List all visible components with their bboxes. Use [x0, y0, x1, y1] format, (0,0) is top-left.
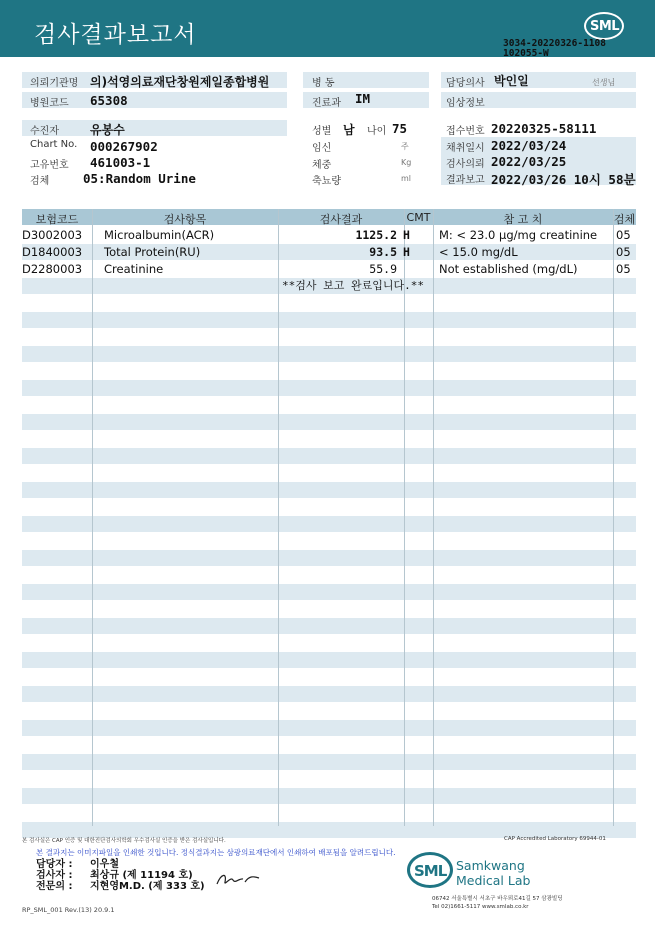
row-1-code: D3002003	[22, 228, 83, 242]
pregnancy-label: 임신	[312, 143, 332, 154]
row-1-result: 1125.2	[355, 228, 397, 242]
institution-value: 의)석영의료재단창원제일종합병원	[90, 75, 270, 89]
column-divider	[92, 209, 93, 826]
row-2-code: D1840003	[22, 245, 83, 259]
table-row-stripe	[22, 448, 636, 464]
sex-label: 성별	[312, 126, 332, 137]
chart-value: 000267902	[90, 139, 158, 154]
samkwang-logo-icon	[407, 852, 453, 888]
header-insurance-code: 보험코드	[35, 213, 79, 226]
row-1-item: Microalbumin(ACR)	[104, 228, 215, 242]
row-2-result: 93.5	[369, 245, 397, 259]
column-divider	[278, 209, 279, 826]
request-value: 2022/03/25	[491, 154, 567, 169]
table-row-stripe	[22, 346, 636, 362]
pregnancy-unit: 주	[401, 142, 409, 151]
reporter-value: 이우철	[90, 859, 119, 870]
urine-label: 축뇨량	[312, 176, 341, 187]
table-row-stripe	[22, 380, 636, 396]
lab-phone: Tel 02)1661-5117 www.smlab.co.kr	[432, 904, 529, 910]
report-value: 2022/03/26 10시 58분	[491, 172, 636, 187]
specialist-value: 지현영M.D. (제 333 호)	[90, 881, 205, 892]
reporter-label: 담당자 :	[36, 859, 73, 870]
certification-note: 본 검사실은 CAP 인증 및 대한진단검사의학회 우수검사실 인증을 받은 검사실입니다.	[22, 838, 226, 844]
logo-name-line-2: Medical Lab	[456, 873, 531, 888]
row-2-item: Total Protein(RU)	[104, 245, 201, 259]
table-row-stripe	[22, 584, 636, 600]
table-row-stripe	[22, 414, 636, 430]
examiner-value: 최상규 (제 11194 호)	[90, 870, 193, 881]
collect-label: 채취일시	[446, 143, 485, 154]
age-value: 75	[392, 121, 408, 136]
cap-accreditation: CAP Accredited Laboratory 69944-01	[504, 836, 606, 842]
row-2-flag: H	[403, 245, 410, 259]
dept-value: IM	[355, 91, 371, 106]
header-cmt: CMT	[406, 211, 431, 224]
row-3-result: 55.9	[369, 262, 397, 276]
table-row-stripe	[22, 686, 636, 702]
completion-note: **검사 보고 완료입니다.**	[282, 279, 424, 292]
weight-unit: Kg	[401, 158, 412, 167]
row-1-specimen: 05	[616, 228, 631, 242]
clinical-label: 임상정보	[446, 98, 485, 109]
report-label: 결과보고	[446, 175, 485, 186]
lab-address: 06742 서울특별시 서초구 바우뫼로41길 57 삼광빌딩	[432, 896, 563, 902]
dept-label: 진료과	[312, 98, 341, 109]
row-3-reference: Not established (mg/dL)	[439, 262, 578, 276]
receipt-label: 접수번호	[446, 126, 485, 137]
unique-label: 고유번호	[30, 160, 69, 171]
patient-value: 유봉수	[90, 123, 125, 137]
revision-code: RP_SML_001 Rev.(13) 20.9.1	[22, 906, 115, 914]
column-divider	[404, 209, 405, 826]
row-1-reference: M: < 23.0 μg/mg creatinine	[439, 228, 598, 242]
doctor-suffix: 선생님	[592, 78, 616, 87]
row-3-code: D2280003	[22, 262, 83, 276]
page-title: 검사결과보고서	[34, 22, 197, 48]
receipt-value: 20220325-58111	[491, 121, 597, 136]
patient-label: 수진자	[30, 126, 59, 137]
table-row-stripe	[22, 618, 636, 634]
row-3-specimen: 05	[616, 262, 631, 276]
sex-value: 남	[343, 123, 355, 137]
column-divider	[613, 209, 614, 826]
samkwang-logo-text: SML	[414, 862, 447, 880]
row-2-specimen: 05	[616, 245, 631, 259]
chart-label: Chart No.	[30, 139, 78, 150]
examiner-label: 검사자 :	[36, 870, 73, 881]
report-id-line-2: 102055-W	[503, 48, 549, 59]
header-result: 검사결과	[319, 213, 363, 226]
collect-value: 2022/03/24	[491, 138, 567, 153]
sml-logo-icon	[584, 12, 624, 40]
table-row-stripe	[22, 550, 636, 566]
institution-label: 의뢰기관명	[30, 78, 79, 89]
specimen-label: 검체	[30, 176, 50, 187]
hospital-code-value: 65308	[90, 93, 128, 108]
signature-icon	[215, 870, 261, 888]
table-row-stripe	[22, 482, 636, 498]
ward-label: 병 동	[312, 78, 335, 89]
specialist-label: 전문의 :	[36, 881, 73, 892]
patient-row-bg	[22, 120, 287, 136]
logo-name-line-1: Samkwang	[456, 858, 525, 873]
row-2-reference: < 15.0 mg/dL	[439, 245, 518, 259]
header-test-item: 검사항목	[163, 213, 207, 226]
table-row-stripe	[22, 720, 636, 736]
table-row-stripe	[22, 754, 636, 770]
header-specimen: 검체	[613, 213, 636, 226]
age-label: 나이	[367, 126, 387, 137]
sml-logo-text: SML	[590, 19, 620, 34]
hospital-code-label: 병원코드	[30, 98, 69, 109]
header-reference: 참 고 치	[503, 213, 543, 226]
unique-value: 461003-1	[90, 155, 151, 170]
table-row-stripe	[22, 516, 636, 532]
column-divider	[433, 209, 434, 826]
weight-label: 체중	[312, 160, 332, 171]
table-row-stripe	[22, 312, 636, 328]
urine-unit: ml	[401, 174, 412, 183]
report-id-line-1: 3034-20220326-1108	[503, 38, 606, 49]
table-row-stripe	[22, 788, 636, 804]
table-row-stripe	[22, 652, 636, 668]
row-3-item: Creatinine	[104, 262, 164, 276]
row-1-flag: H	[403, 228, 410, 242]
specimen-value: 05:Random Urine	[83, 171, 196, 186]
doctor-value: 박인일	[494, 74, 529, 88]
doctor-label: 담당의사	[446, 78, 485, 89]
request-label: 검사의뢰	[446, 159, 485, 170]
print-notice: 본 결과지는 이미지파일을 인쇄한 것입니다. 정식결과지는 삼광의료재단에서 인쇄하여 배포됨을 알려드립니다.	[36, 848, 396, 857]
